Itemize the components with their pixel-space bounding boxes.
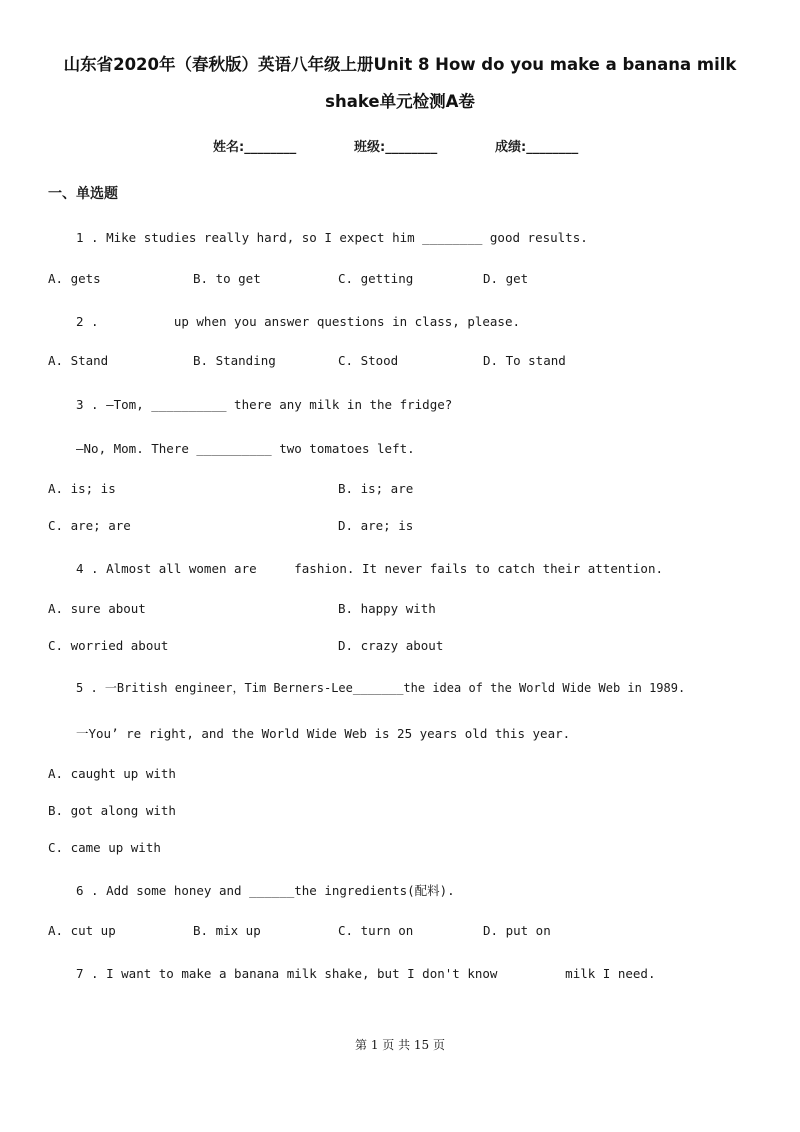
question-5-stem: 5 . 一British engineer，Tim Berners-Lee_______the idea of the World Wide Web in 1989. [76,681,686,695]
question-2-option-b: B. Standing [193,353,276,368]
document-title-line-2: shake单元检测A卷 [325,92,475,111]
question-5-option-a: A. caught up with [48,766,176,781]
question-6-stem: 6 . Add some honey and ______the ingredients(配料). [76,883,455,898]
question-1-option-a: A. gets [48,271,101,286]
question-3-option-c: C. are; are [48,518,131,533]
question-3-stem: 3 . —Tom, __________ there any milk in the fridge? [76,397,453,412]
question-4-option-a: A. sure about [48,601,146,616]
question-7-stem: 7 . I want to make a banana milk shake, but I don't know milk I need. [76,966,656,981]
question-4-option-c: C. worried about [48,638,169,653]
question-6-option-c: C. turn on [338,923,414,938]
document-title-line-1: 山东省2020年（春秋版）英语八年级上册Unit 8 How do you make a banana milk [63,55,737,74]
question-2-option-d: D. To stand [483,353,566,368]
section-heading: 一、单选题 [48,186,118,202]
question-5-option-c: C. came up with [48,840,161,855]
question-3-stem-reply: —No, Mom. There __________ two tomatoes left. [76,441,415,456]
question-6-option-a: A. cut up [48,923,116,938]
question-1-stem: 1 . Mike studies really hard, so I expect him ________ good results. [76,230,588,245]
question-3-option-a: A. is; is [48,481,116,496]
question-2-option-a: A. Stand [48,353,109,368]
question-2-option-c: C. Stood [338,353,399,368]
question-1-option-c: C. getting [338,271,414,286]
question-6-option-b: B. mix up [193,923,261,938]
question-1-option-b: B. to get [193,271,261,286]
question-1-option-d: D. get [483,271,529,286]
question-5-stem-reply: 一You’ re right, and the World Wide Web is 25 years old this year. [76,726,571,741]
page-footer: 第 1 页 共 15 页 [355,1038,445,1052]
question-4-option-b: B. happy with [338,601,436,616]
score-field: 成绩:________ [495,140,579,155]
question-4-option-d: D. crazy about [338,638,444,653]
question-2-stem: 2 . up when you answer questions in class, please. [76,314,521,329]
name-field: 姓名:________ [213,140,297,155]
question-6-option-d: D. put on [483,923,551,938]
question-5-option-b: B. got along with [48,803,176,818]
question-3-option-b: B. is; are [338,481,414,496]
class-field: 班级:________ [354,140,438,155]
question-4-stem: 4 . Almost all women are fashion. It never fails to catch their attention. [76,561,663,576]
question-3-option-d: D. are; is [338,518,414,533]
